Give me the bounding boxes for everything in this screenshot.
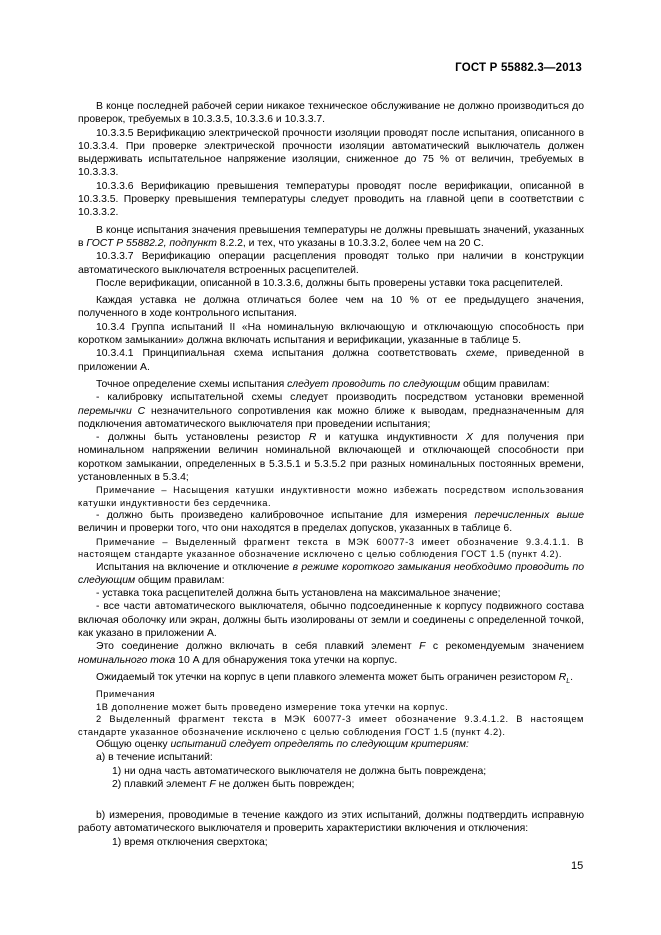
paragraph: Испытания на включение и отключение в режиме короткого замыкания необходимо проводить по следующим общим правилам: bbox=[78, 561, 585, 586]
list-item: - все части автоматического выключателя, обычно подсоединенные к корпусу подвижного состава включая оболочку или экран, должны быть изолированы от земли и соединены с определенной точкой, как указано в приложении А. bbox=[78, 601, 584, 640]
list-item: - уставка тока расцепителей должна быть установлена на максимальное значение; bbox=[96, 588, 501, 600]
paragraph-10-3-4-1: 10.3.4.1 Принципиальная схема испытания должна соответствовать схеме, приведенной в приложении А. bbox=[78, 348, 584, 373]
paragraph: Это соединение должно включать в себя плавкий элемент F с рекомендуемым значением номинального тока 10 А для обнаружения тока утечки на корпус. bbox=[78, 641, 585, 666]
document-body bbox=[78, 100, 584, 849]
paragraph-10-3-3-6: 10.3.3.6 Верификацию превышения температуры проводят после верификации, описанной в 10.3.3.5. Проверку превышения температуры следует проводить на главной цепи в соответствии с 10.3.3.2. bbox=[78, 180, 584, 219]
paragraph: Общую оценку испытаний следует определять по следующим критериям: bbox=[96, 738, 469, 750]
paragraph-10-3-3-5: 10.3.3.5 Верификацию электрической прочности изоляции проводят после испытания, описанного в 10.3.3.4. При проверке электрической прочности изоляции автоматический выключатель должен выдерживать испытательное напряжение изоляции, сниженное до 75 % от величин, требуемых в 10.3.3.3. bbox=[78, 127, 584, 179]
paragraph: В конце испытания значения превышения температуры не должны превышать значений, указанных в ГОСТ Р 55882.2, подпункт 8.2.2, и тех, что указаны в 10.3.3.2, более чем на 20 С. bbox=[78, 224, 584, 249]
document-header: ГОСТ Р 55882.3—2013 bbox=[455, 62, 582, 74]
list-item: - калибровку испытательной схемы следует производить посредством установки временной перемычки С незначительного сопротивления как можно ближе к выводам, предназначенным для подключения автоматического выключателя при проведении испытания; bbox=[78, 392, 584, 430]
note-item: 1В дополнение может быть проведено измерение тока утечки на корпус. bbox=[96, 701, 449, 712]
list-item: 2) плавкий элемент F не должен быть поврежден; bbox=[112, 778, 355, 790]
paragraph: Каждая уставка не должна отличаться более чем на 10 % от ее предыдущего значения, полученного в ходе контрольного испытания. bbox=[78, 295, 584, 320]
list-item: 1) ни одна часть автоматического выключателя не должна быть повреждена; bbox=[112, 765, 487, 777]
list-item: а) в течение испытаний: bbox=[96, 752, 213, 764]
paragraph: Ожидаемый ток утечки на корпус в цепи плавкого элемента может быть ограничен резистором $R_L$. bbox=[96, 671, 574, 685]
note: Примечание – Выделенный фрагмент текста в МЭК 60077-3 имеет обозначение 9.3.4.1.1. В настоящем стандарте указанное обозначение исключено с целью соблюдения ГОСТ 1.5 (пункт 4.2). bbox=[78, 536, 584, 560]
list-item: - должно быть произведено калибровочное испытание для измерения перечисленных выше величин и проверки того, что они находятся в пределах допусков, указанных в таблице 6. bbox=[78, 510, 584, 535]
list-item: b) измерения, проводимые в течение каждого из этих испытаний, должны подтвердить исправную работу автоматического выключателя и проверить характеристики включения и отключения: bbox=[78, 810, 584, 835]
list-item: - должны быть установлены резистор R и катушка индуктивности X для получения при номинальном напряжении величин номинальной включающей и отключающей способности при коротком замыкании, определенных в 5.3.5.1 и 5.3.5.2 при разных номинальных постоянных времени, установленных в 5.3.4; bbox=[78, 432, 584, 484]
paragraph-10-3-3-7: 10.3.3.7 Верификацию операции расцепления проводят только при наличии в конструкции автоматического выключателя встроенных расцепителей. bbox=[78, 251, 584, 276]
notes-title: Примечания bbox=[96, 689, 156, 700]
paragraph: Точное определение схемы испытания следует проводить по следующим общим правилам: bbox=[96, 378, 550, 390]
paragraph-10-3-4: 10.3.4 Группа испытаний II «На номинальную включающую и отключающую способность при коротком замыкании» должна включать испытания и верификации, указанные в таблице 5. bbox=[78, 321, 584, 347]
page-number: 15 bbox=[571, 860, 584, 872]
note: Примечание – Насыщения катушки индуктивности можно избежать посредством использования катушки индуктивности без сердечника. bbox=[78, 485, 584, 508]
paragraph: После верификации, описанной в 10.3.3.6, должны быть проверены уставки тока расцепителей. bbox=[96, 277, 563, 289]
paragraph: В конце последней рабочей серии никакое техническое обслуживание не должно производиться до проверок, требуемых в 10.3.3.5, 10.3.3.6 и 10.3.3.7. bbox=[78, 101, 584, 126]
list-item: 1) время отключения сверхтока; bbox=[112, 836, 268, 848]
note-item: 2 Выделенный фрагмент текста в МЭК 60077-3 имеет обозначение 9.3.4.1.2. В настоящем стандарте указанное обозначение исключено с целью соблюдения ГОСТ 1.5 (пункт 4.2). bbox=[78, 714, 584, 737]
